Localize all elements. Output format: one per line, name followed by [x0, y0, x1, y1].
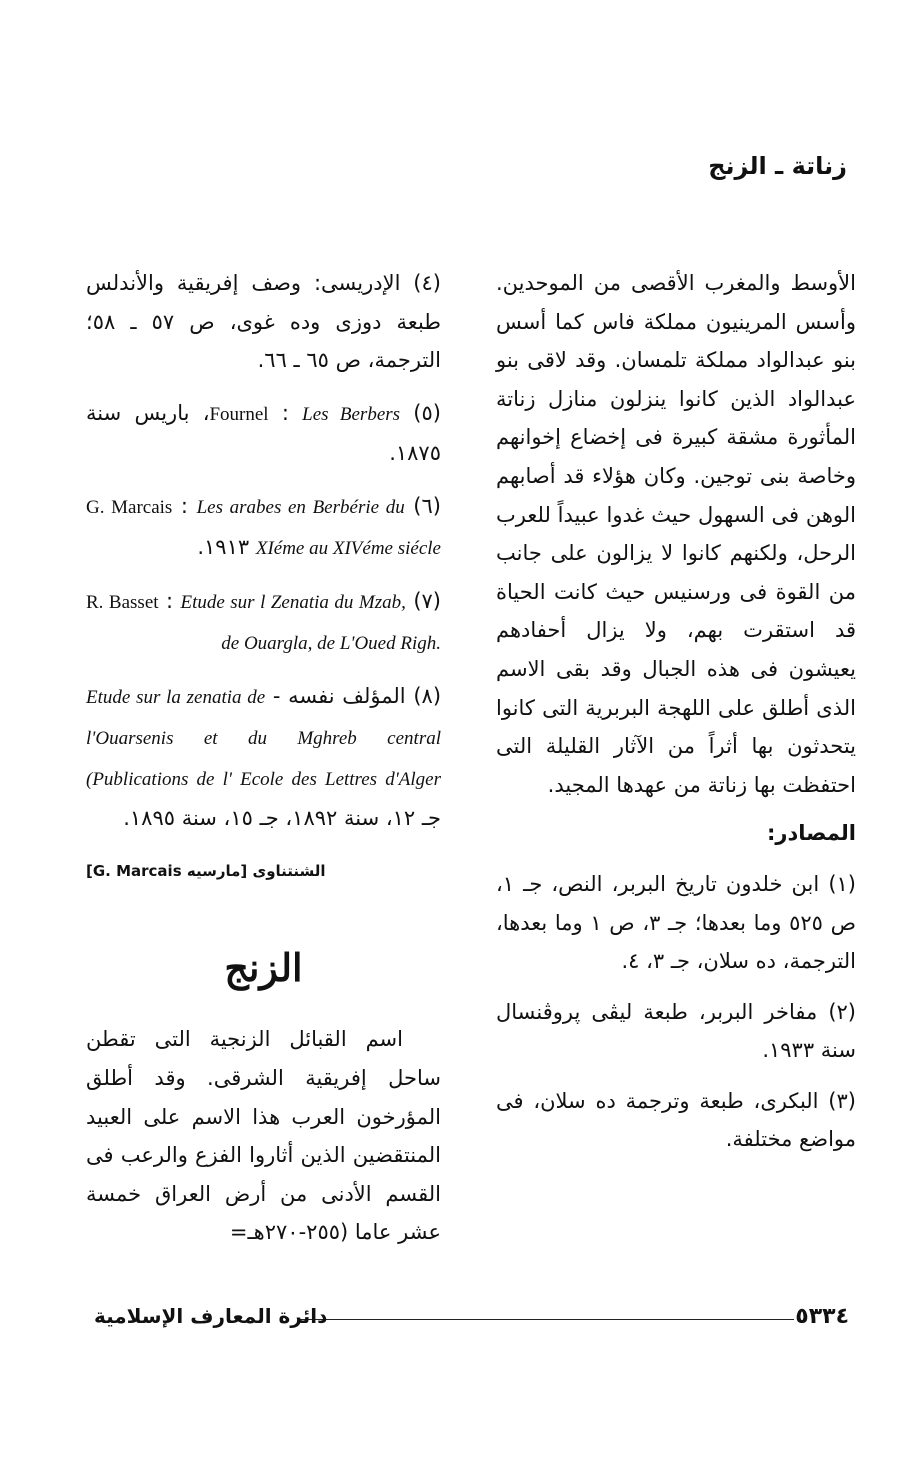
note-8: (٨) المؤلف نفسه - Etude sur la zenatia de l'Ouarsenis et du Mghreb central (Publications de l' Ecole des Lettres d'Alger جـ ١٢، سنة ١٨٩٢، جـ ١٥، سنة ١٨٩٥. — [86, 684, 442, 831]
note-5: (٥) Fournel : Les Berbers، باريس سنة ١٨٧٥. — [86, 400, 441, 466]
note-6-tail: ١٩١٣. — [197, 534, 250, 559]
right-column — [496, 264, 856, 1159]
sources-heading: المصادر: — [766, 821, 856, 846]
note-8-number: (٨) — [413, 684, 442, 709]
note-6: (٦) G. Marcais : Les arabes en Berbérie du XIéme au XIVéme siécle ١٩١٣. — [86, 493, 441, 559]
author-signature: الشنتناوى [مارسيه G. Marcais] — [86, 861, 326, 880]
source-item-3: (٣) البكرى، طبعة وترجمة ده سلان، فى مواضع مختلفة. — [496, 1088, 856, 1152]
note-7-number: (٧) — [413, 589, 441, 614]
note-5-tail: باريس سنة ١٨٧٥. — [86, 400, 441, 466]
entry-title: الزنج — [224, 945, 303, 991]
note-4: (٤) الإدريسى: وصف إفريقية والأندلس طبعة دوزى وده غوى، ص ٥٧ ـ ٥٨؛ الترجمة، ص ٦٥ ـ ٦٦. — [86, 271, 441, 373]
source-item-2: (٢) مفاخر البربر، طبعة ليڤى پروڤنسال سنة ١٩٣٣. — [496, 999, 856, 1063]
note-7-title: Etude sur l Zenatia du Mzab, de Ouargla, de L'Oued Righ. — [180, 592, 441, 654]
note-5-author: Fournel — [209, 403, 269, 425]
note-8-lead: المؤلف نفسه — [288, 684, 406, 709]
note-7-author: R. Basset — [86, 592, 159, 614]
footer-rule — [300, 1319, 794, 1320]
note-8-title: Etude sur la zenatia de l'Ouarsenis et du Mghreb central (Publications de l' Ecole des Lettres d'Alger — [86, 687, 441, 790]
page-number: ٥٣٣٤ — [795, 1304, 849, 1329]
note-8-tail: جـ ١٢، سنة ١٨٩٢، جـ ١٥، سنة ١٨٩٥. — [123, 806, 441, 831]
article-body-zenata: الأوسط والمغرب الأقصى من الموحدين. وأسس المرينيون مملكة فاس كما أسس بنو عبدالواد مملكة تلمسان. وقد لاقى بنو عبدالواد الذين كانوا ينزلون منازل زناتة المأثورة مشقة كبيرة فى إخضاع إخوانهم وخاصة بنى توجين. وكان هؤلاء قد أصابهم الوهن فى السهول حيث غدوا عبيداً للعرب الرحل، ولكنهم كانوا لا يزالون على جانب من القوة فى ورسنيس حيث كانت الحياة قد استقرت بهم، ولا يزال أحفادهم يعيشون فى هذه الجبال وقد بقى الاسم الذى أطلق على اللهجة البربرية التى كانوا يتحدثون بها أثراً من الآثار القليلة التى احتفظت بها زناتة من عهدها المجيد. — [496, 271, 856, 797]
note-7: (٧) R. Basset : Etude sur l Zenatia du Mzab, de Ouargla, de L'Oued Righ. — [86, 589, 441, 654]
running-title: زناتة ـ الزنج — [708, 152, 847, 180]
note-6-author: G. Marcais — [86, 496, 173, 518]
note-6-title: Les arabes en Berbérie du XIéme au XIVéme siécle — [196, 496, 441, 559]
source-item-1: (١) ابن خلدون تاريخ البربر، النص، جـ ١، ص ٥٢٥ وما بعدها؛ جـ ٣، ص ١ وما بعدها، الترجمة، ده سلان، جـ ٣، ٤. — [496, 871, 856, 974]
note-6-number: (٦) — [413, 493, 441, 518]
note-5-number: (٥) — [413, 400, 441, 425]
left-column — [86, 264, 441, 1252]
journal-name: دائرة المعارف الإسلامية — [94, 1304, 328, 1328]
entry-body-zanj: اسم القبائل الزنجية التى تقطن ساحل إفريقية الشرقى. وقد أطلق المؤرخون العرب هذا الاسم على العبيد المنتقضين الذين أثاروا الفزع والرعب فى القسم الأدنى من أرض العراق خمسة عشر عاما (٢٥٥-٢٧٠هـ= — [86, 1027, 441, 1245]
note-5-title: Les Berbers — [302, 403, 401, 425]
